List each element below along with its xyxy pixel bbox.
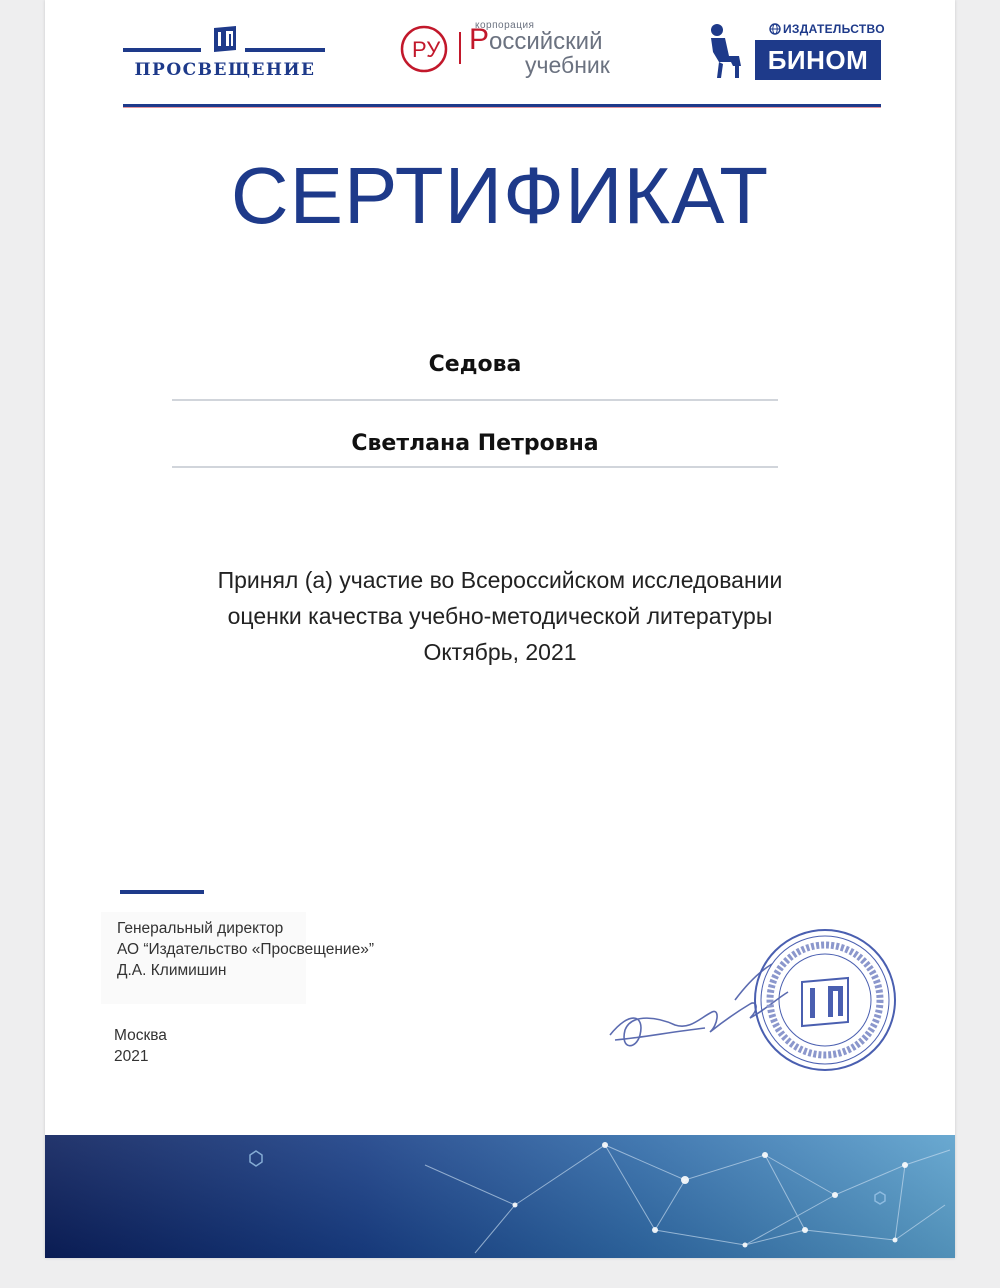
thinker-figure-icon <box>705 22 747 80</box>
ros-uchebnik-letter: Р <box>469 23 490 56</box>
ros-uchebnik-line1-rest: оссийский <box>489 28 603 55</box>
signature-accent-bar <box>120 890 204 894</box>
body-line: оценки качества учебно-методической литературы <box>227 603 773 629</box>
signatory-position: Генеральный директор <box>117 920 284 937</box>
prosveshchenie-logo-name: ПРОСВЕЩЕНИЕ <box>134 60 316 80</box>
logo-separator <box>459 32 461 64</box>
certificate-body <box>105 562 895 670</box>
binom-logo <box>705 20 890 82</box>
place-year: 2021 <box>114 1048 149 1065</box>
prosveshchenie-logo <box>120 22 330 84</box>
signatory-company: АО “Издательство «Просвещение»” <box>117 941 374 958</box>
ros-uchebnik-line2: учебник <box>525 52 610 78</box>
certificate-title: СЕРТИФИКАТ <box>230 151 770 240</box>
signature-and-stamp <box>600 900 900 1085</box>
body-date: Октябрь, 2021 <box>423 639 577 665</box>
prosveshchenie-mark-text: ИП <box>225 24 227 25</box>
ros-uchebnik-logo <box>397 18 647 82</box>
binom-logo-name: БИНОМ <box>755 40 881 80</box>
body-line: Принял (а) участие во Всероссийском исследовании <box>217 567 783 593</box>
binom-publisher-label: ИЗДАТЕЛЬСТВО <box>783 22 885 36</box>
place-block <box>114 1025 167 1067</box>
footer-network-banner <box>45 1135 955 1258</box>
signatory-name: Д.А. Климишин <box>117 962 227 979</box>
header-divider-accent <box>123 107 881 108</box>
signatory-block <box>101 912 374 1004</box>
surname-underline <box>172 399 778 401</box>
logo-bar-left <box>123 48 201 52</box>
ros-uchebnik-mark-text: РУ <box>412 37 441 62</box>
recipient-surname: Седова <box>428 352 522 377</box>
ros-uchebnik-small: корпорация <box>475 20 535 31</box>
logo-bar-right <box>245 48 325 52</box>
given-names-underline <box>172 466 778 468</box>
globe-icon <box>769 23 781 35</box>
place-city: Москва <box>114 1027 167 1044</box>
prosveshchenie-mark-icon <box>212 24 238 54</box>
recipient-given-names: Светлана Петровна <box>351 431 599 456</box>
ros-uchebnik-mark-icon <box>399 24 449 74</box>
certificate-sheet <box>45 0 955 1258</box>
